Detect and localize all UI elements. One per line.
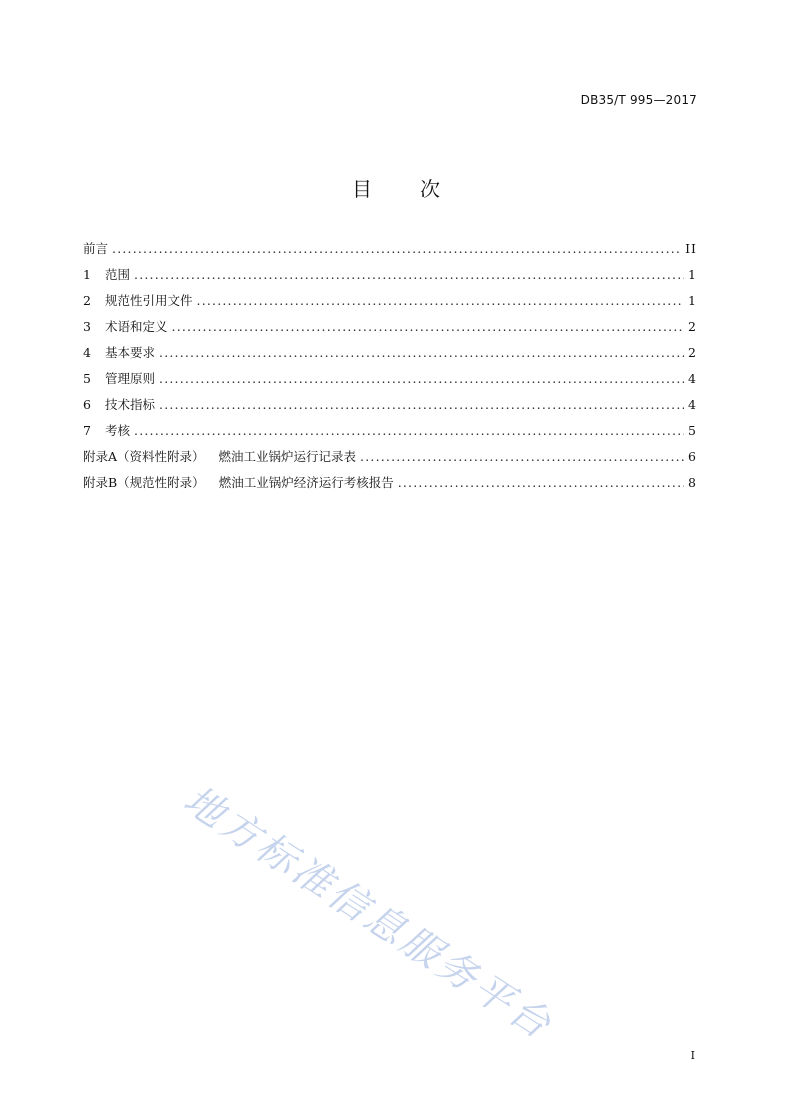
toc-entry-label	[83, 314, 168, 340]
toc-entry-management-principles[interactable]	[83, 366, 697, 392]
toc-page-number: 8	[688, 475, 697, 490]
toc-dot-leader	[112, 236, 681, 262]
toc-entry-label	[83, 444, 356, 470]
toc-page-number: 1	[688, 267, 697, 282]
toc-entry-label	[83, 262, 130, 288]
toc-entry-text: 管理原则	[105, 371, 156, 386]
toc-entry-number: 4	[83, 345, 91, 360]
toc-page-number: 4	[688, 397, 697, 412]
toc-entry-text: 燃油工业锅炉经济运行考核报告	[218, 475, 394, 490]
toc-entry-label: 前言	[83, 241, 109, 256]
toc-entry-number: 2	[83, 293, 91, 308]
toc-annex-label: 附录B（规范性附录）	[83, 475, 205, 490]
table-of-contents	[83, 236, 697, 496]
toc-entry-number: 5	[83, 371, 91, 386]
title-char-2: 次	[420, 177, 440, 201]
toc-entry-label	[83, 392, 155, 418]
toc-dot-leader	[159, 366, 684, 392]
toc-page-number: 5	[688, 423, 697, 438]
toc-entry-text: 技术指标	[105, 397, 156, 412]
toc-entry-label	[83, 418, 130, 444]
toc-page-number: 4	[688, 371, 697, 386]
toc-entry-label	[83, 470, 394, 496]
toc-entry-number: 7	[83, 423, 91, 438]
toc-page-number: 6	[688, 449, 697, 464]
toc-entry-number: 6	[83, 397, 91, 412]
toc-entry-text: 范围	[105, 267, 131, 282]
toc-entry-text: 考核	[105, 423, 131, 438]
toc-dot-leader	[159, 340, 684, 366]
toc-page-number: 2	[688, 345, 697, 360]
toc-entry-annex-a[interactable]	[83, 444, 697, 470]
toc-dot-leader	[360, 444, 684, 470]
toc-dot-leader	[172, 314, 685, 340]
toc-entry-foreword[interactable]	[83, 236, 697, 262]
toc-dot-leader	[134, 262, 684, 288]
toc-entry-label	[83, 366, 155, 392]
toc-entry-number: 1	[83, 267, 91, 282]
toc-entry-basic-requirements[interactable]	[83, 340, 697, 366]
toc-entry-annex-b[interactable]	[83, 470, 697, 496]
page-title	[0, 173, 792, 202]
toc-entry-label	[83, 340, 155, 366]
toc-dot-leader	[398, 470, 684, 496]
toc-entry-assessment[interactable]	[83, 418, 697, 444]
toc-entry-label	[83, 288, 193, 314]
toc-entry-text: 燃油工业锅炉运行记录表	[218, 449, 357, 464]
toc-entry-text: 规范性引用文件	[105, 293, 193, 308]
toc-entry-terms-definitions[interactable]	[83, 314, 697, 340]
toc-dot-leader	[159, 392, 684, 418]
document-code: DB35/T 995—2017	[580, 93, 697, 107]
watermark: 地方标准信息服务平台	[175, 777, 561, 1050]
toc-annex-label: 附录A（资料性附录）	[83, 449, 205, 464]
toc-entry-text: 术语和定义	[105, 319, 168, 334]
page-number: I	[690, 1049, 695, 1062]
toc-entry-text: 基本要求	[105, 345, 156, 360]
toc-dot-leader	[134, 418, 684, 444]
toc-page-number: 2	[688, 319, 697, 334]
toc-entry-normative-references[interactable]	[83, 288, 697, 314]
title-char-1: 目	[352, 177, 372, 201]
toc-entry-technical-indicators[interactable]	[83, 392, 697, 418]
toc-dot-leader	[197, 288, 685, 314]
toc-entry-number: 3	[83, 319, 91, 334]
toc-page-number: II	[685, 241, 697, 256]
toc-page-number: 1	[688, 293, 697, 308]
toc-entry-scope[interactable]	[83, 262, 697, 288]
